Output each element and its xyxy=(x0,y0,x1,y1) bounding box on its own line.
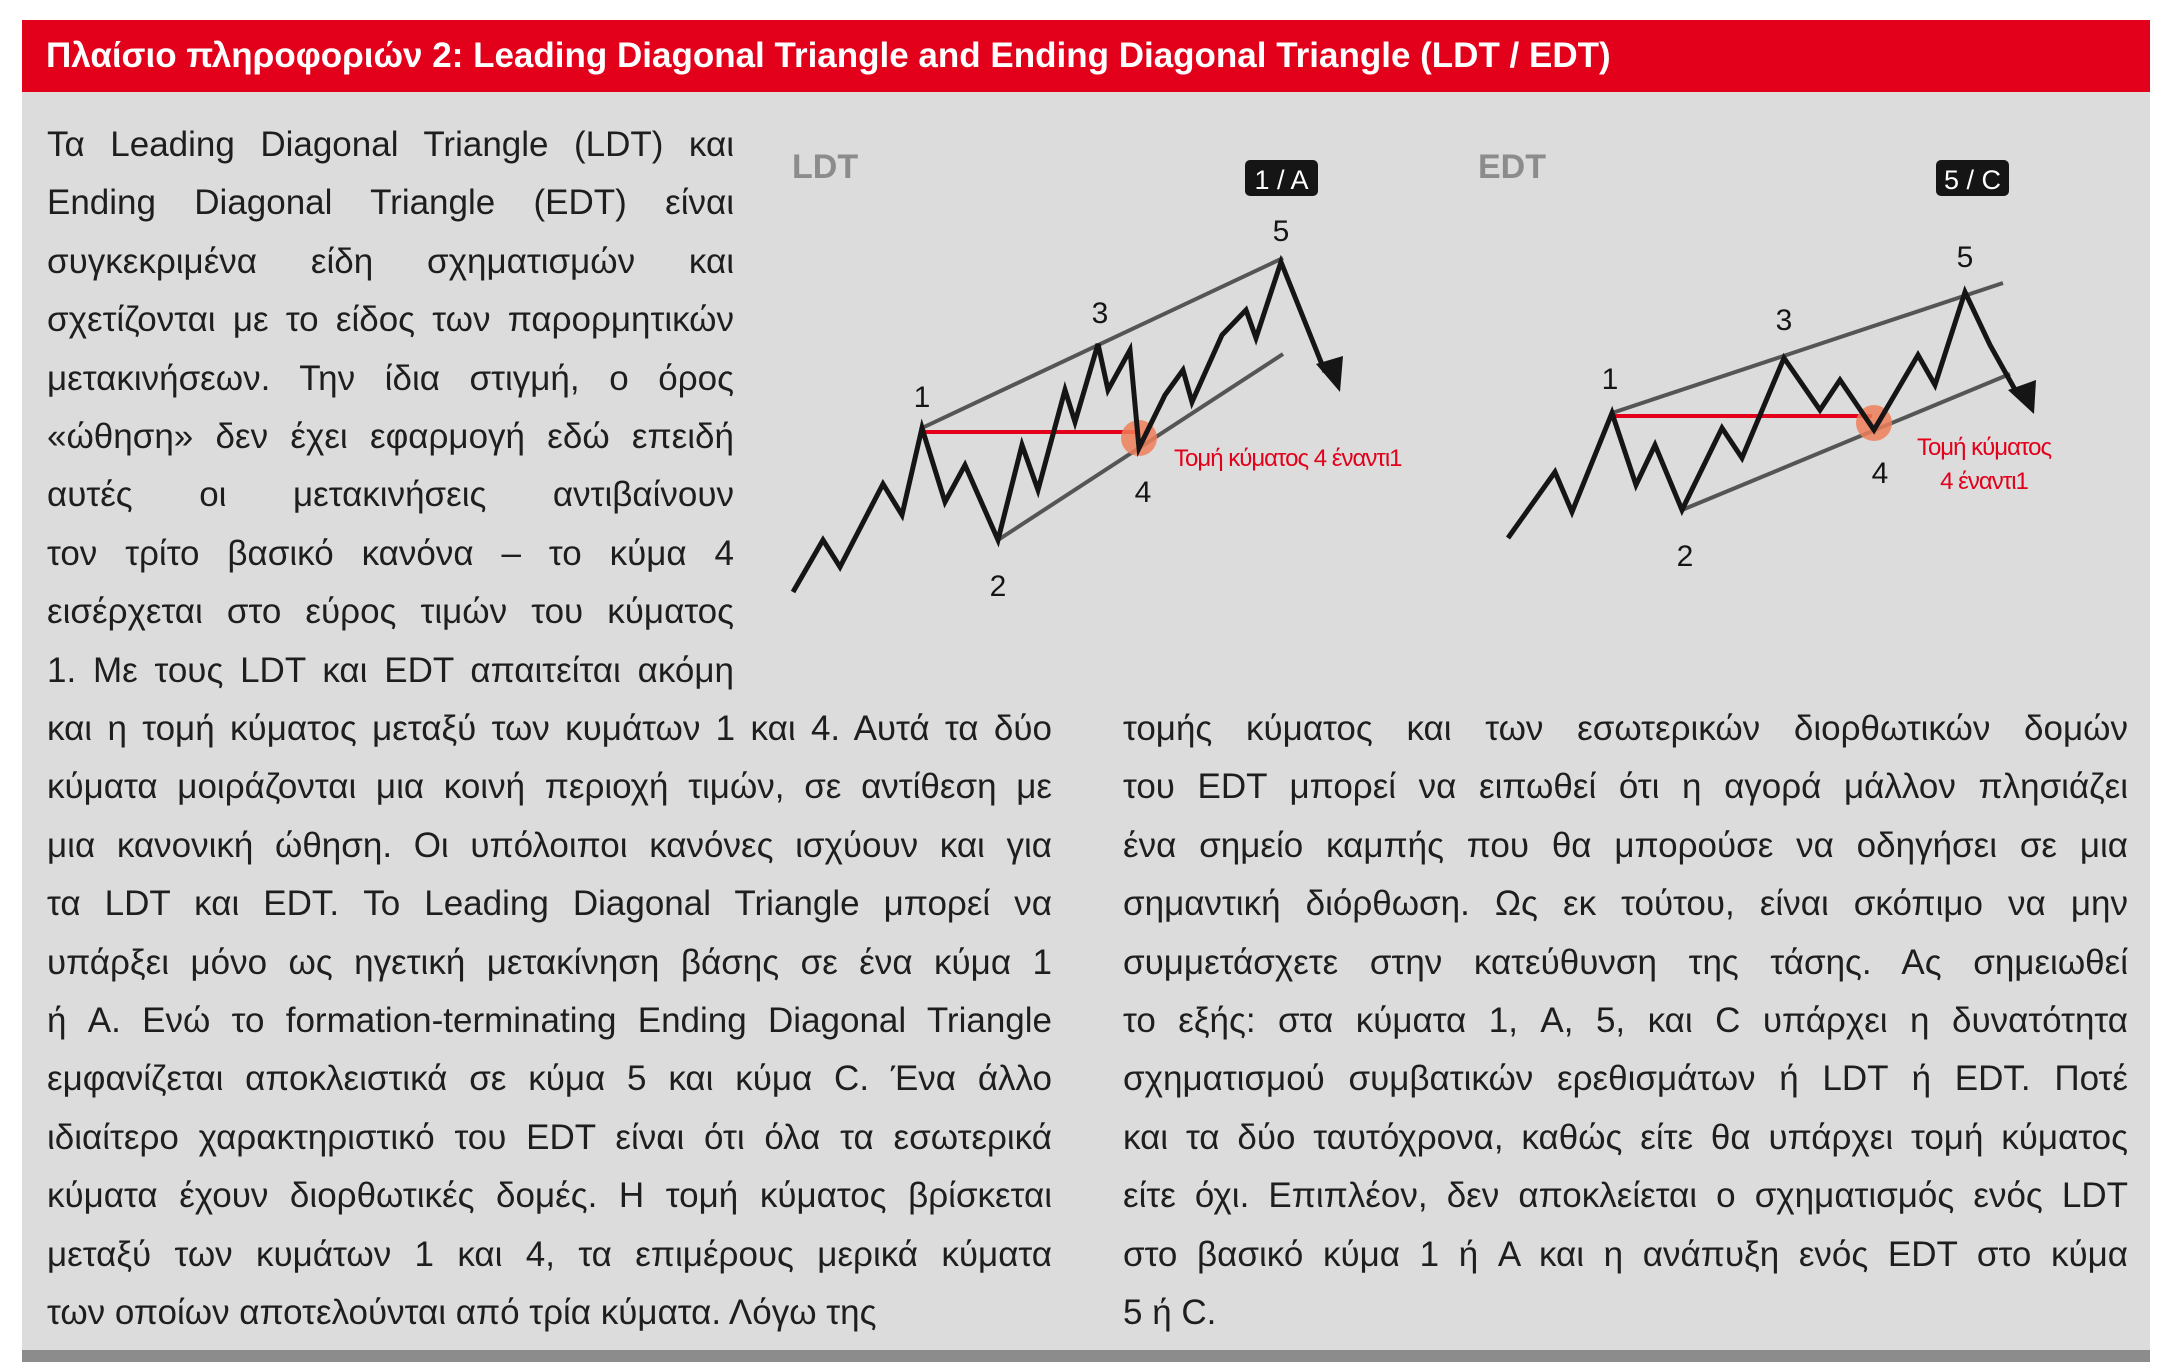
text-line: στο βασικό κύμα 1 ή A και η ανάπυξη ενός EDT στο κύμα xyxy=(1123,1234,2128,1274)
ldt-price-path xyxy=(793,262,1325,592)
text-line: συγκεκριμένα είδη σχηματισμών και xyxy=(47,241,734,281)
info-box-title: Πλαίσιο πληροφοριών 2: Leading Diagonal Triangle and Ending Diagonal Triangle (LDT / EDT) xyxy=(46,36,1611,75)
edt-wave-label: 2 xyxy=(1676,540,1694,573)
text-line: αυτές οι μετακινήσεις αντιβαίνουν xyxy=(47,475,734,515)
text-line: σημαντική διόρθωση. Ως εκ τούτου, είναι σκόπιμο να μην xyxy=(1123,884,2128,924)
edt-wave-label: 4 xyxy=(1871,457,1889,490)
text-line: σχετίζονται με το είδος των παρορμητικών xyxy=(47,300,734,340)
edt-badge: 5 / C xyxy=(1943,165,2002,195)
text-line: κύματα μοιράζονται μια κοινή περιοχή τιμών, σε αντίθεση με xyxy=(47,767,1052,807)
text-line: τα LDT και EDT. Το Leading Diagonal Triangle μπορεί να xyxy=(47,884,1052,924)
text-line: κύματα έχουν διορθωτικές δομές. Η τομή κύματος βρίσκεται xyxy=(47,1176,1052,1216)
ldt-wave-label: 5 xyxy=(1272,215,1290,248)
info-box-bottom-bar xyxy=(22,1350,2150,1362)
text-line: το εξής: στα κύματα 1, A, 5, και C υπάρχει η δυνατότητα xyxy=(1123,1001,2128,1041)
text-line: ιδιαίτερο χαρακτηριστικό του EDT είναι ότι όλα τα εσωτερικά xyxy=(47,1117,1052,1157)
edt-overlap-note-line2: 4 έναντι1 xyxy=(1940,468,2028,495)
text-line: 5 ή C. xyxy=(1123,1293,1217,1333)
text-line: 1. Με τους LDT και EDT απαιτείται ακόμη xyxy=(47,650,734,690)
text-line: ένα σημείο καμπής που θα μπορούσε να οδηγήσει σε μια xyxy=(1123,825,2128,865)
edt-title: EDT xyxy=(1478,148,1546,186)
text-line: είτε όχι. Επιπλέον, δεν αποκλείεται ο σχηματισμός ενός LDT xyxy=(1123,1176,2128,1216)
text-line: τον τρίτο βασικό κανόνα – το κύμα 4 xyxy=(47,533,734,573)
text-line: μεταξύ των κυμάτων 1 και 4, τα επιμέρους μερικά κύματα xyxy=(47,1234,1052,1274)
text-line: ή A. Ενώ το formation-terminating Ending Diagonal Triangle xyxy=(47,1001,1052,1041)
text-line: μια κανονική ώθηση. Οι υπόλοιποι κανόνες ισχύουν και για xyxy=(47,825,1052,865)
ldt-upper-channel-line xyxy=(922,258,1283,428)
ldt-wave-label: 2 xyxy=(989,570,1007,603)
ldt-wave-label: 1 xyxy=(913,381,931,414)
text-line: Τα Leading Diagonal Triangle (LDT) και xyxy=(47,125,734,164)
text-line: και η τομή κύματος μεταξύ των κυμάτων 1 και 4. Αυτά τα δύο xyxy=(47,709,1052,748)
text-line: Ending Diagonal Triangle (EDT) είναι xyxy=(47,183,734,223)
text-line: του EDT μπορεί να ειπωθεί ότι η αγορά μάλλον πλησιάζει xyxy=(1123,767,2128,807)
ldt-overlap-note: Τομή κύματος 4 έναντι1 xyxy=(1174,445,1402,472)
text-line: εμφανίζεται αποκλειστικά σε κύμα 5 και κύμα C. Ένα άλλο xyxy=(47,1059,1052,1099)
ldt-title: LDT xyxy=(792,148,859,186)
text-line: σχηματισμού συμβατικών ερεθισμάτων ή LDT ή EDT. Ποτέ xyxy=(1123,1059,2128,1099)
ldt-wave-label: 4 xyxy=(1134,476,1152,509)
ldt-badge: 1 / A xyxy=(1254,165,1309,195)
text-line: εισέρχεται στο εύρος τιμών του κύματος xyxy=(47,592,734,632)
edt-wave-label: 1 xyxy=(1601,363,1619,396)
ldt-wave-label: 3 xyxy=(1091,297,1109,330)
text-line: συμμετάσχετε στην κατεύθυνση της τάσης. Ας σημειωθεί xyxy=(1123,942,2128,982)
text-line: και τα δύο ταυτόχρονα, καθώς είτε θα υπάρχει τομή κύματος xyxy=(1123,1117,2128,1157)
text-line: τομής κύματος και των εσωτερικών διορθωτικών δομών xyxy=(1123,709,2128,748)
edt-wave-label: 5 xyxy=(1956,241,1974,274)
edt-overlap-note-line1: Τομή κύματος xyxy=(1916,434,2052,461)
text-line: «ώθηση» δεν έχει εφαρμογή εδώ επειδή xyxy=(47,417,734,457)
text-line: των οποίων αποτελούνται από τρία κύματα. Λόγω της xyxy=(47,1293,877,1333)
edt-wave-label: 3 xyxy=(1775,304,1793,337)
text-line: μετακινήσεων. Την ίδια στιγμή, ο όρος xyxy=(47,358,734,398)
text-line: υπάρξει μόνο ως ηγετική μετακίνηση βάσης σε ένα κύμα 1 xyxy=(47,942,1052,982)
